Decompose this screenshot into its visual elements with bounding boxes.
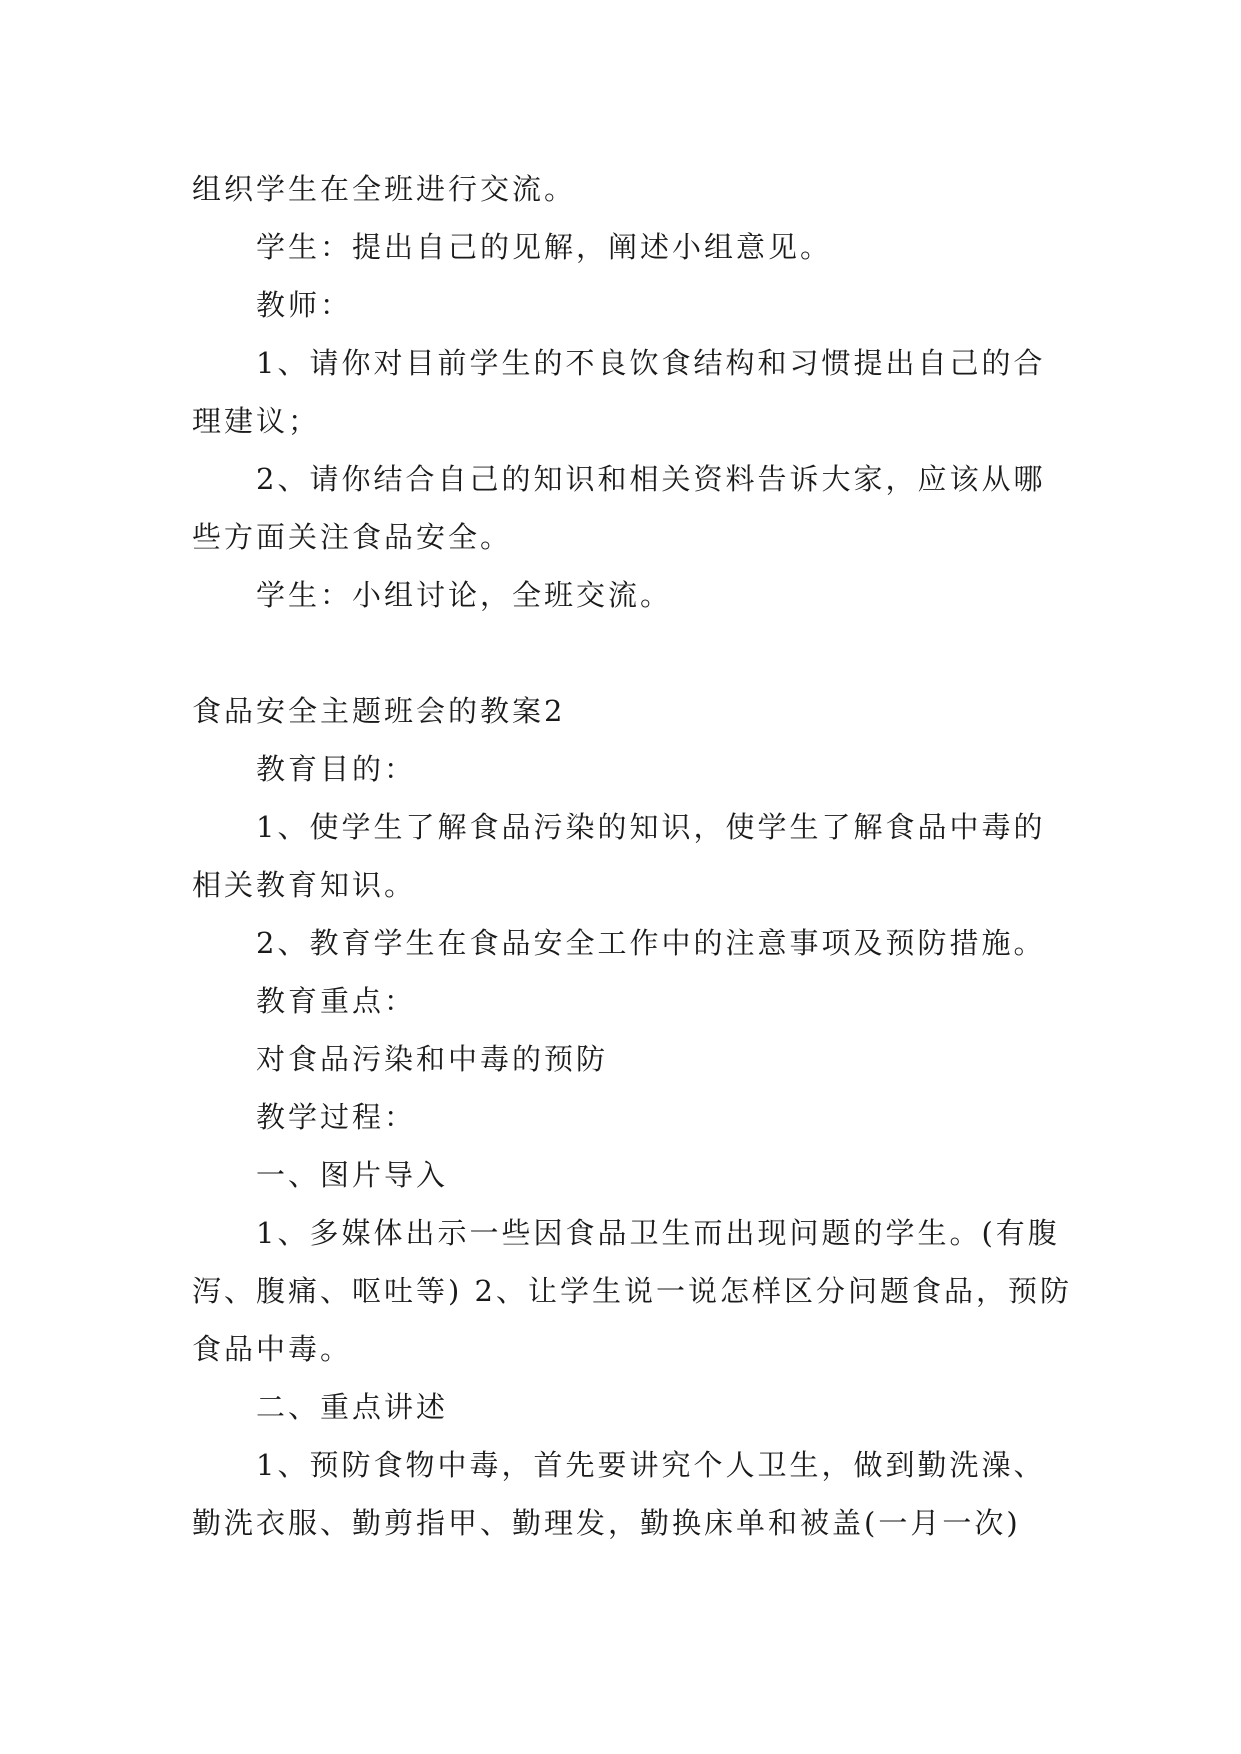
paragraph: 教育目的：: [256, 752, 417, 786]
section-title: 食品安全主题班会的教案2: [192, 694, 566, 728]
paragraph: 二、重点讲述: [256, 1390, 449, 1424]
paragraph: 教学过程：: [256, 1100, 417, 1134]
paragraph: 2、教育学生在食品安全工作中的注意事项及预防措施。: [256, 926, 1046, 960]
paragraph: 1、预防食物中毒，首先要讲究个人卫生，做到勤洗澡、勤洗衣服、勤剪指甲、勤理发，勤换床单和被盖(一月一次): [192, 1448, 1046, 1540]
paragraph: 学生：提出自己的见解，阐述小组意见。: [256, 230, 833, 264]
paragraph: 2、请你结合自己的知识和相关资料告诉大家，应该从哪些方面关注食品安全。: [192, 462, 1046, 554]
paragraph: 组织学生在全班进行交流。: [192, 172, 577, 206]
paragraph: 1、请你对目前学生的不良饮食结构和习惯提出自己的合理建议；: [192, 346, 1046, 438]
paragraph: 教育重点：: [256, 984, 417, 1018]
paragraph: 1、使学生了解食品污染的知识，使学生了解食品中毒的相关教育知识。: [192, 810, 1046, 902]
paragraph: 一、图片导入: [256, 1158, 449, 1192]
paragraph: 教师：: [256, 288, 353, 322]
paragraph: 学生：小组讨论，全班交流。: [256, 578, 673, 612]
paragraph: 1、多媒体出示一些因食品卫生而出现问题的学生。(有腹泻、腹痛、呕吐等) 2、让学生说一说怎样区分问题食品，预防食品中毒。: [192, 1216, 1072, 1366]
document-body: [192, 160, 1072, 1552]
paragraph: 对食品污染和中毒的预防: [256, 1042, 609, 1076]
